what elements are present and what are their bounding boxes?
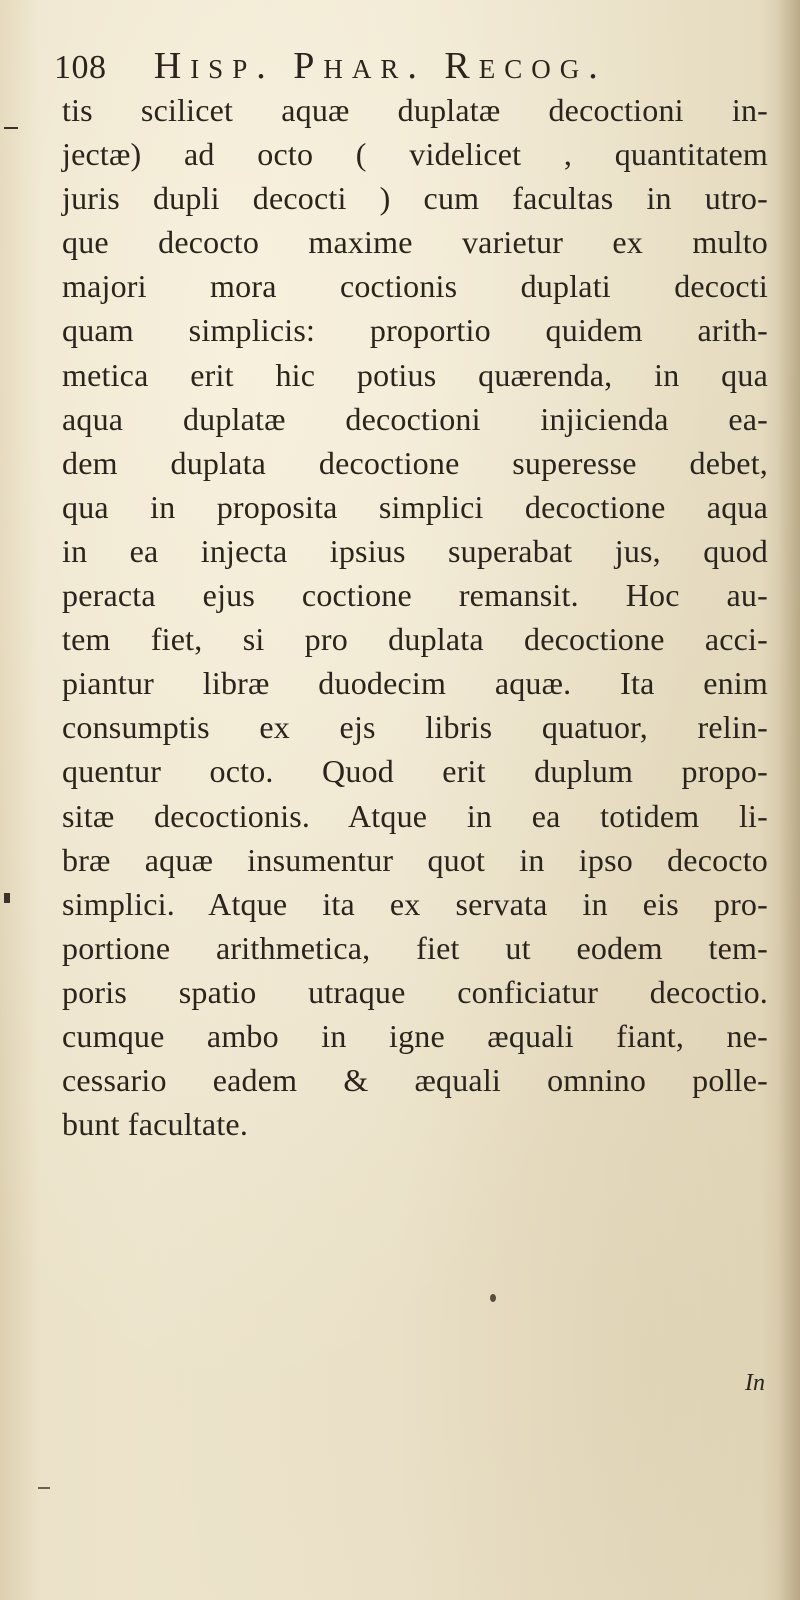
text-line: dem duplata decoctione superesse debet,	[62, 444, 768, 481]
page-header	[54, 44, 754, 92]
page-edge-shadow	[778, 0, 800, 1600]
text-line: tis scilicet aquæ duplatæ decoctioni in-	[62, 92, 768, 128]
text-line: bunt facultate.	[62, 1106, 249, 1143]
text-line: poris spatio utraque conficiatur decoctio.	[62, 973, 768, 1010]
text-line: sitæ decoctionis. Atque in ea totidem li-	[62, 797, 768, 834]
text-line: quentur octo. Quod erit duplum propo-	[62, 753, 768, 790]
catchword: In	[745, 1370, 765, 1396]
text-line: consumptis ex ejs libris quatuor, relin-	[62, 709, 768, 746]
running-title: Hisp. Phar. Recog.	[153, 45, 607, 87]
text-line: que decocto maxime varietur ex multo	[62, 224, 768, 261]
text-line: qua in proposita simplici decoctione aqua	[62, 488, 768, 525]
text-line: bræ aquæ insumentur quot in ipso decocto	[62, 841, 768, 878]
ink-speck	[490, 1294, 496, 1302]
text-line: jectæ) ad octo ( videlicet , quantitatem	[62, 136, 768, 173]
text-line: aqua duplatæ decoctioni injicienda ea-	[62, 400, 768, 437]
margin-mark	[38, 1487, 50, 1489]
body-text	[62, 88, 768, 1146]
margin-mark	[4, 127, 18, 129]
text-line: cessario eadem & æquali omnino polle-	[62, 1062, 768, 1099]
text-line: majori mora coctionis duplati decocti	[62, 268, 768, 305]
text-line: simplici. Atque ita ex servata in eis pro-	[62, 885, 768, 922]
text-line: peracta ejus coctione remansit. Hoc au-	[62, 577, 768, 614]
text-line: tem fiet, si pro duplata decoctione acci-	[62, 621, 768, 658]
text-line: juris dupli decocti ) cum facultas in utro-	[62, 180, 768, 217]
text-line: quam simplicis: proportio quidem arith-	[62, 312, 768, 349]
page-number: 108	[54, 49, 107, 86]
text-line: in ea injecta ipsius superabat jus, quod	[62, 532, 768, 569]
text-line: metica erit hic potius quærenda, in qua	[62, 356, 768, 393]
text-line: piantur libræ duodecim aquæ. Ita enim	[62, 665, 768, 702]
text-line: portione arithmetica, fiet ut eodem tem-	[62, 929, 768, 966]
margin-mark	[4, 893, 10, 903]
text-line: cumque ambo in igne æquali fiant, ne-	[62, 1017, 768, 1054]
